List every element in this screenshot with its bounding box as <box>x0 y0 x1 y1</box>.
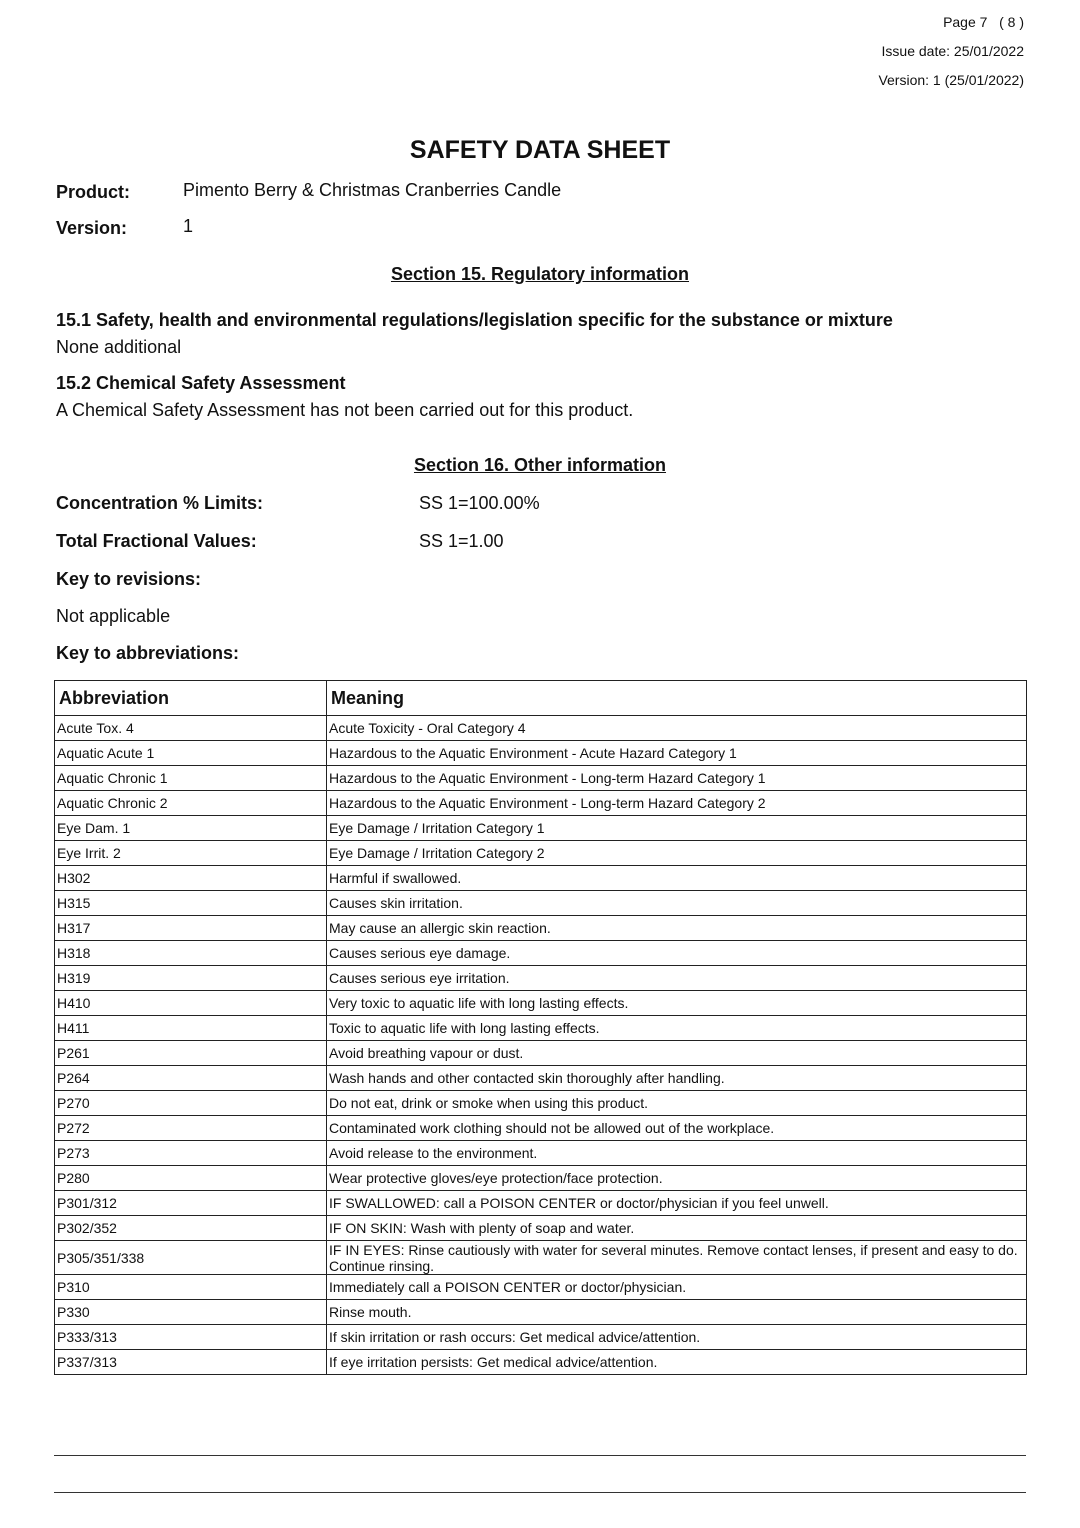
meaning-cell: Causes skin irritation. <box>327 891 1027 916</box>
meaning-cell: Acute Toxicity - Oral Category 4 <box>327 716 1027 741</box>
table-row <box>55 1350 1027 1375</box>
table-row <box>55 791 1027 816</box>
meaning-cell: Avoid breathing vapour or dust. <box>327 1041 1027 1066</box>
table-row <box>55 866 1027 891</box>
meaning-cell: Toxic to aquatic life with long lasting effects. <box>327 1016 1027 1041</box>
section-15-1-title: 15.1 Safety, health and environmental regulations/legislation specific for the substance or mixture <box>56 310 893 330</box>
footer-divider <box>54 1455 1026 1456</box>
table-body <box>55 716 1027 1375</box>
table-row <box>55 1091 1027 1116</box>
abbreviation-cell: P270 <box>55 1091 327 1116</box>
table-row <box>55 941 1027 966</box>
version-value: 1 <box>183 216 194 236</box>
abbreviation-cell: H410 <box>55 991 327 1016</box>
table-row <box>55 841 1027 866</box>
meaning-cell: If skin irritation or rash occurs: Get medical advice/attention. <box>327 1325 1027 1350</box>
section-15-1-text: None additional <box>56 337 182 357</box>
abbreviation-cell: H318 <box>55 941 327 966</box>
meaning-cell: Eye Damage / Irritation Category 2 <box>327 841 1027 866</box>
meaning-cell: Wear protective gloves/eye protection/face protection. <box>327 1166 1027 1191</box>
section-15-2-title: 15.2 Chemical Safety Assessment <box>56 373 346 393</box>
column-header-abbreviation: Abbreviation <box>55 681 327 716</box>
meaning-cell: Wash hands and other contacted skin thoroughly after handling. <box>327 1066 1027 1091</box>
section-16-heading: Section 16. Other information <box>413 455 667 475</box>
abbreviation-cell: P301/312 <box>55 1191 327 1216</box>
document-version: Version: 1 (25/01/2022) <box>878 72 1024 88</box>
abbreviation-cell: P272 <box>55 1116 327 1141</box>
abbreviation-cell: H315 <box>55 891 327 916</box>
revisions-label: Key to revisions: <box>56 569 202 589</box>
table-row <box>55 816 1027 841</box>
revisions-value: Not applicable <box>56 606 171 626</box>
abbreviation-cell: P273 <box>55 1141 327 1166</box>
abbreviation-cell: Eye Dam. 1 <box>55 816 327 841</box>
abbreviations-label: Key to abbreviations: <box>56 643 240 663</box>
fractional-values-label: Total Fractional Values: <box>56 531 257 551</box>
meaning-cell: If eye irritation persists: Get medical advice/attention. <box>327 1350 1027 1375</box>
meaning-cell: Causes serious eye damage. <box>327 941 1027 966</box>
abbreviation-cell: P261 <box>55 1041 327 1066</box>
product-label: Product: <box>56 182 130 202</box>
table-row <box>55 891 1027 916</box>
table-row <box>55 1016 1027 1041</box>
abbreviation-cell: P305/351/338 <box>55 1241 327 1275</box>
product-value: Pimento Berry & Christmas Cranberries Candle <box>183 180 562 200</box>
meaning-cell: Causes serious eye irritation. <box>327 966 1027 991</box>
meaning-cell: Do not eat, drink or smoke when using this product. <box>327 1091 1027 1116</box>
table-row <box>55 1325 1027 1350</box>
abbreviation-cell: Acute Tox. 4 <box>55 716 327 741</box>
abbreviation-cell: Aquatic Chronic 1 <box>55 766 327 791</box>
meaning-cell: IF SWALLOWED: call a POISON CENTER or doctor/physician if you feel unwell. <box>327 1191 1027 1216</box>
abbreviation-cell: P337/313 <box>55 1350 327 1375</box>
table-row <box>55 1116 1027 1141</box>
column-header-meaning: Meaning <box>327 681 1027 716</box>
table-row <box>55 1066 1027 1091</box>
meaning-cell: IF ON SKIN: Wash with plenty of soap and water. <box>327 1216 1027 1241</box>
table-row <box>55 1166 1027 1191</box>
abbreviation-cell: H302 <box>55 866 327 891</box>
table-row <box>55 1300 1027 1325</box>
table-row <box>55 991 1027 1016</box>
abbreviation-cell: P302/352 <box>55 1216 327 1241</box>
abbreviation-cell: P330 <box>55 1300 327 1325</box>
table-row <box>55 1275 1027 1300</box>
table-row <box>55 1041 1027 1066</box>
document-title: SAFETY DATA SHEET <box>409 136 671 164</box>
abbreviation-cell: P264 <box>55 1066 327 1091</box>
page-number: Page 7 ( 8 ) <box>943 14 1024 30</box>
meaning-cell: Avoid release to the environment. <box>327 1141 1027 1166</box>
abbreviation-cell: H319 <box>55 966 327 991</box>
meaning-cell: Very toxic to aquatic life with long lasting effects. <box>327 991 1027 1016</box>
meaning-cell: Immediately call a POISON CENTER or doctor/physician. <box>327 1275 1027 1300</box>
meaning-cell: Hazardous to the Aquatic Environment - Long-term Hazard Category 1 <box>327 766 1027 791</box>
table-row <box>55 916 1027 941</box>
meaning-cell: Hazardous to the Aquatic Environment - Acute Hazard Category 1 <box>327 741 1027 766</box>
abbreviation-cell: H411 <box>55 1016 327 1041</box>
fractional-values-value: SS 1=1.00 <box>419 531 504 551</box>
concentration-limits-value: SS 1=100.00% <box>419 493 540 513</box>
abbreviations-table <box>54 680 1027 1375</box>
meaning-cell: Rinse mouth. <box>327 1300 1027 1325</box>
section-15-heading: Section 15. Regulatory information <box>390 264 690 284</box>
table-row <box>55 966 1027 991</box>
meaning-cell: May cause an allergic skin reaction. <box>327 916 1027 941</box>
section-15-2-text: A Chemical Safety Assessment has not been carried out for this product. <box>56 400 634 420</box>
abbreviation-cell: Aquatic Chronic 2 <box>55 791 327 816</box>
meaning-cell: Contaminated work clothing should not be allowed out of the workplace. <box>327 1116 1027 1141</box>
table-row <box>55 1216 1027 1241</box>
table-row <box>55 1241 1027 1275</box>
meaning-cell: Eye Damage / Irritation Category 1 <box>327 816 1027 841</box>
table-row <box>55 716 1027 741</box>
abbreviation-cell: H317 <box>55 916 327 941</box>
abbreviation-cell: P310 <box>55 1275 327 1300</box>
abbreviation-cell: P280 <box>55 1166 327 1191</box>
table-row <box>55 741 1027 766</box>
abbreviation-cell: Eye Irrit. 2 <box>55 841 327 866</box>
table-row <box>55 1191 1027 1216</box>
version-label: Version: <box>56 218 128 238</box>
concentration-limits-label: Concentration % Limits: <box>56 493 264 513</box>
table-row <box>55 1141 1027 1166</box>
table-row <box>55 766 1027 791</box>
issue-date: Issue date: 25/01/2022 <box>881 43 1024 59</box>
table-header-row <box>55 681 1027 716</box>
meaning-cell: Hazardous to the Aquatic Environment - Long-term Hazard Category 2 <box>327 791 1027 816</box>
footer-divider <box>54 1492 1026 1493</box>
meaning-cell: Harmful if swallowed. <box>327 866 1027 891</box>
abbreviation-cell: Aquatic Acute 1 <box>55 741 327 766</box>
meaning-cell: IF IN EYES: Rinse cautiously with water for several minutes. Remove contact lenses, if present and easy to do. Continue rinsing. <box>327 1241 1027 1275</box>
abbreviation-cell: P333/313 <box>55 1325 327 1350</box>
